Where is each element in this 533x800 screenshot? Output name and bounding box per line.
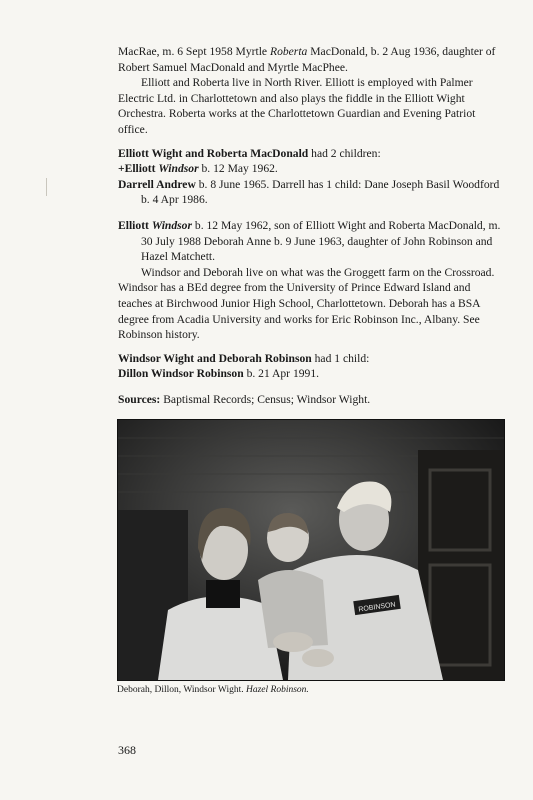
caption-credit: Hazel Robinson.: [245, 685, 309, 695]
text-bold-italic: Windsor: [158, 162, 199, 176]
paragraph-windsor-deborah: Windsor and Deborah live on what was the Groggett farm on the Crossroad. Windsor has a BEd degree from the University of Prince Edward Island and teaches at Birchwood Junior High School, Charlottetown. Deborah has a BSA degree from Acadia University and works for Eric Robinson Inc., Albany. See Robinson history.: [118, 265, 495, 342]
text-bold: Sources:: [118, 392, 161, 406]
body-text: [118, 44, 503, 407]
photo-caption: [117, 684, 503, 696]
children-heading: [118, 146, 503, 162]
caption-text: Deborah, Dillon, Windsor Wight.: [117, 685, 246, 695]
photo-illustration: [118, 420, 504, 680]
text-span: had 2 children:: [308, 146, 381, 160]
entry-elliott-windsor: [118, 218, 503, 265]
child-entry-elliott: [118, 161, 503, 177]
text-span: b. 12 May 1962, son of Elliott Wight and Roberta MacDonald, m. 30 July 1988 Deborah Anne b. 9 June 1963, daughter of John Robinson and Hazel Matchett.: [141, 218, 501, 264]
text-bold-italic: Windsor: [151, 218, 192, 232]
spacer: [118, 343, 503, 351]
text-span: MacRae, m. 6 Sept 1958 Myrtle: [118, 45, 270, 58]
children-heading: [118, 351, 503, 367]
paragraph-marriage: [118, 44, 503, 75]
text-span: b. 12 May 1962.: [198, 162, 278, 176]
sweater-logo: ROBINSON: [358, 601, 397, 614]
child-entry-dillon: [118, 366, 503, 382]
child-entry-darrell: [118, 177, 503, 208]
spacer: [118, 208, 503, 218]
text-bold: Elliott: [118, 218, 152, 232]
sources-line: [118, 392, 503, 408]
text-bold: +Elliott: [118, 162, 159, 176]
text-span: had 1 child:: [311, 351, 370, 365]
text-bold: Dillon Windsor Robinson: [118, 367, 244, 381]
text-span: b. 8 June 1965. Darrell has 1 child: Dane Joseph Basil Woodford b. 4 Apr 1986.: [141, 177, 500, 207]
text-span: Baptismal Records; Census; Windsor Wight.: [160, 392, 371, 406]
margin-mark: [46, 178, 47, 196]
text-bold: Windsor Wight and Deborah Robinson: [118, 351, 312, 365]
family-photograph: [117, 419, 505, 681]
paragraph-residence: Elliott and Roberta live in North River. Elliott is employed with Palmer Electric Ltd. in Charlottetown and also plays the fiddle in the Elliott Wight Orchestra. Roberta works at the Charlottetown Guardian and Evening Patriot office.: [118, 76, 476, 136]
spacer: [118, 138, 503, 146]
text-italic: Roberta: [269, 45, 308, 58]
text-span: MacDonald, b. 2 Aug 1936, daughter of Robert Samuel MacDonald and Myrtle MacPhee.: [118, 45, 496, 74]
text-bold: Elliott Wight and Roberta MacDonald: [118, 146, 309, 160]
text-bold: Darrell Andrew: [118, 177, 196, 191]
text-span: b. 21 Apr 1991.: [243, 367, 320, 381]
spacer: [118, 382, 503, 392]
page-number: 368: [118, 743, 136, 757]
